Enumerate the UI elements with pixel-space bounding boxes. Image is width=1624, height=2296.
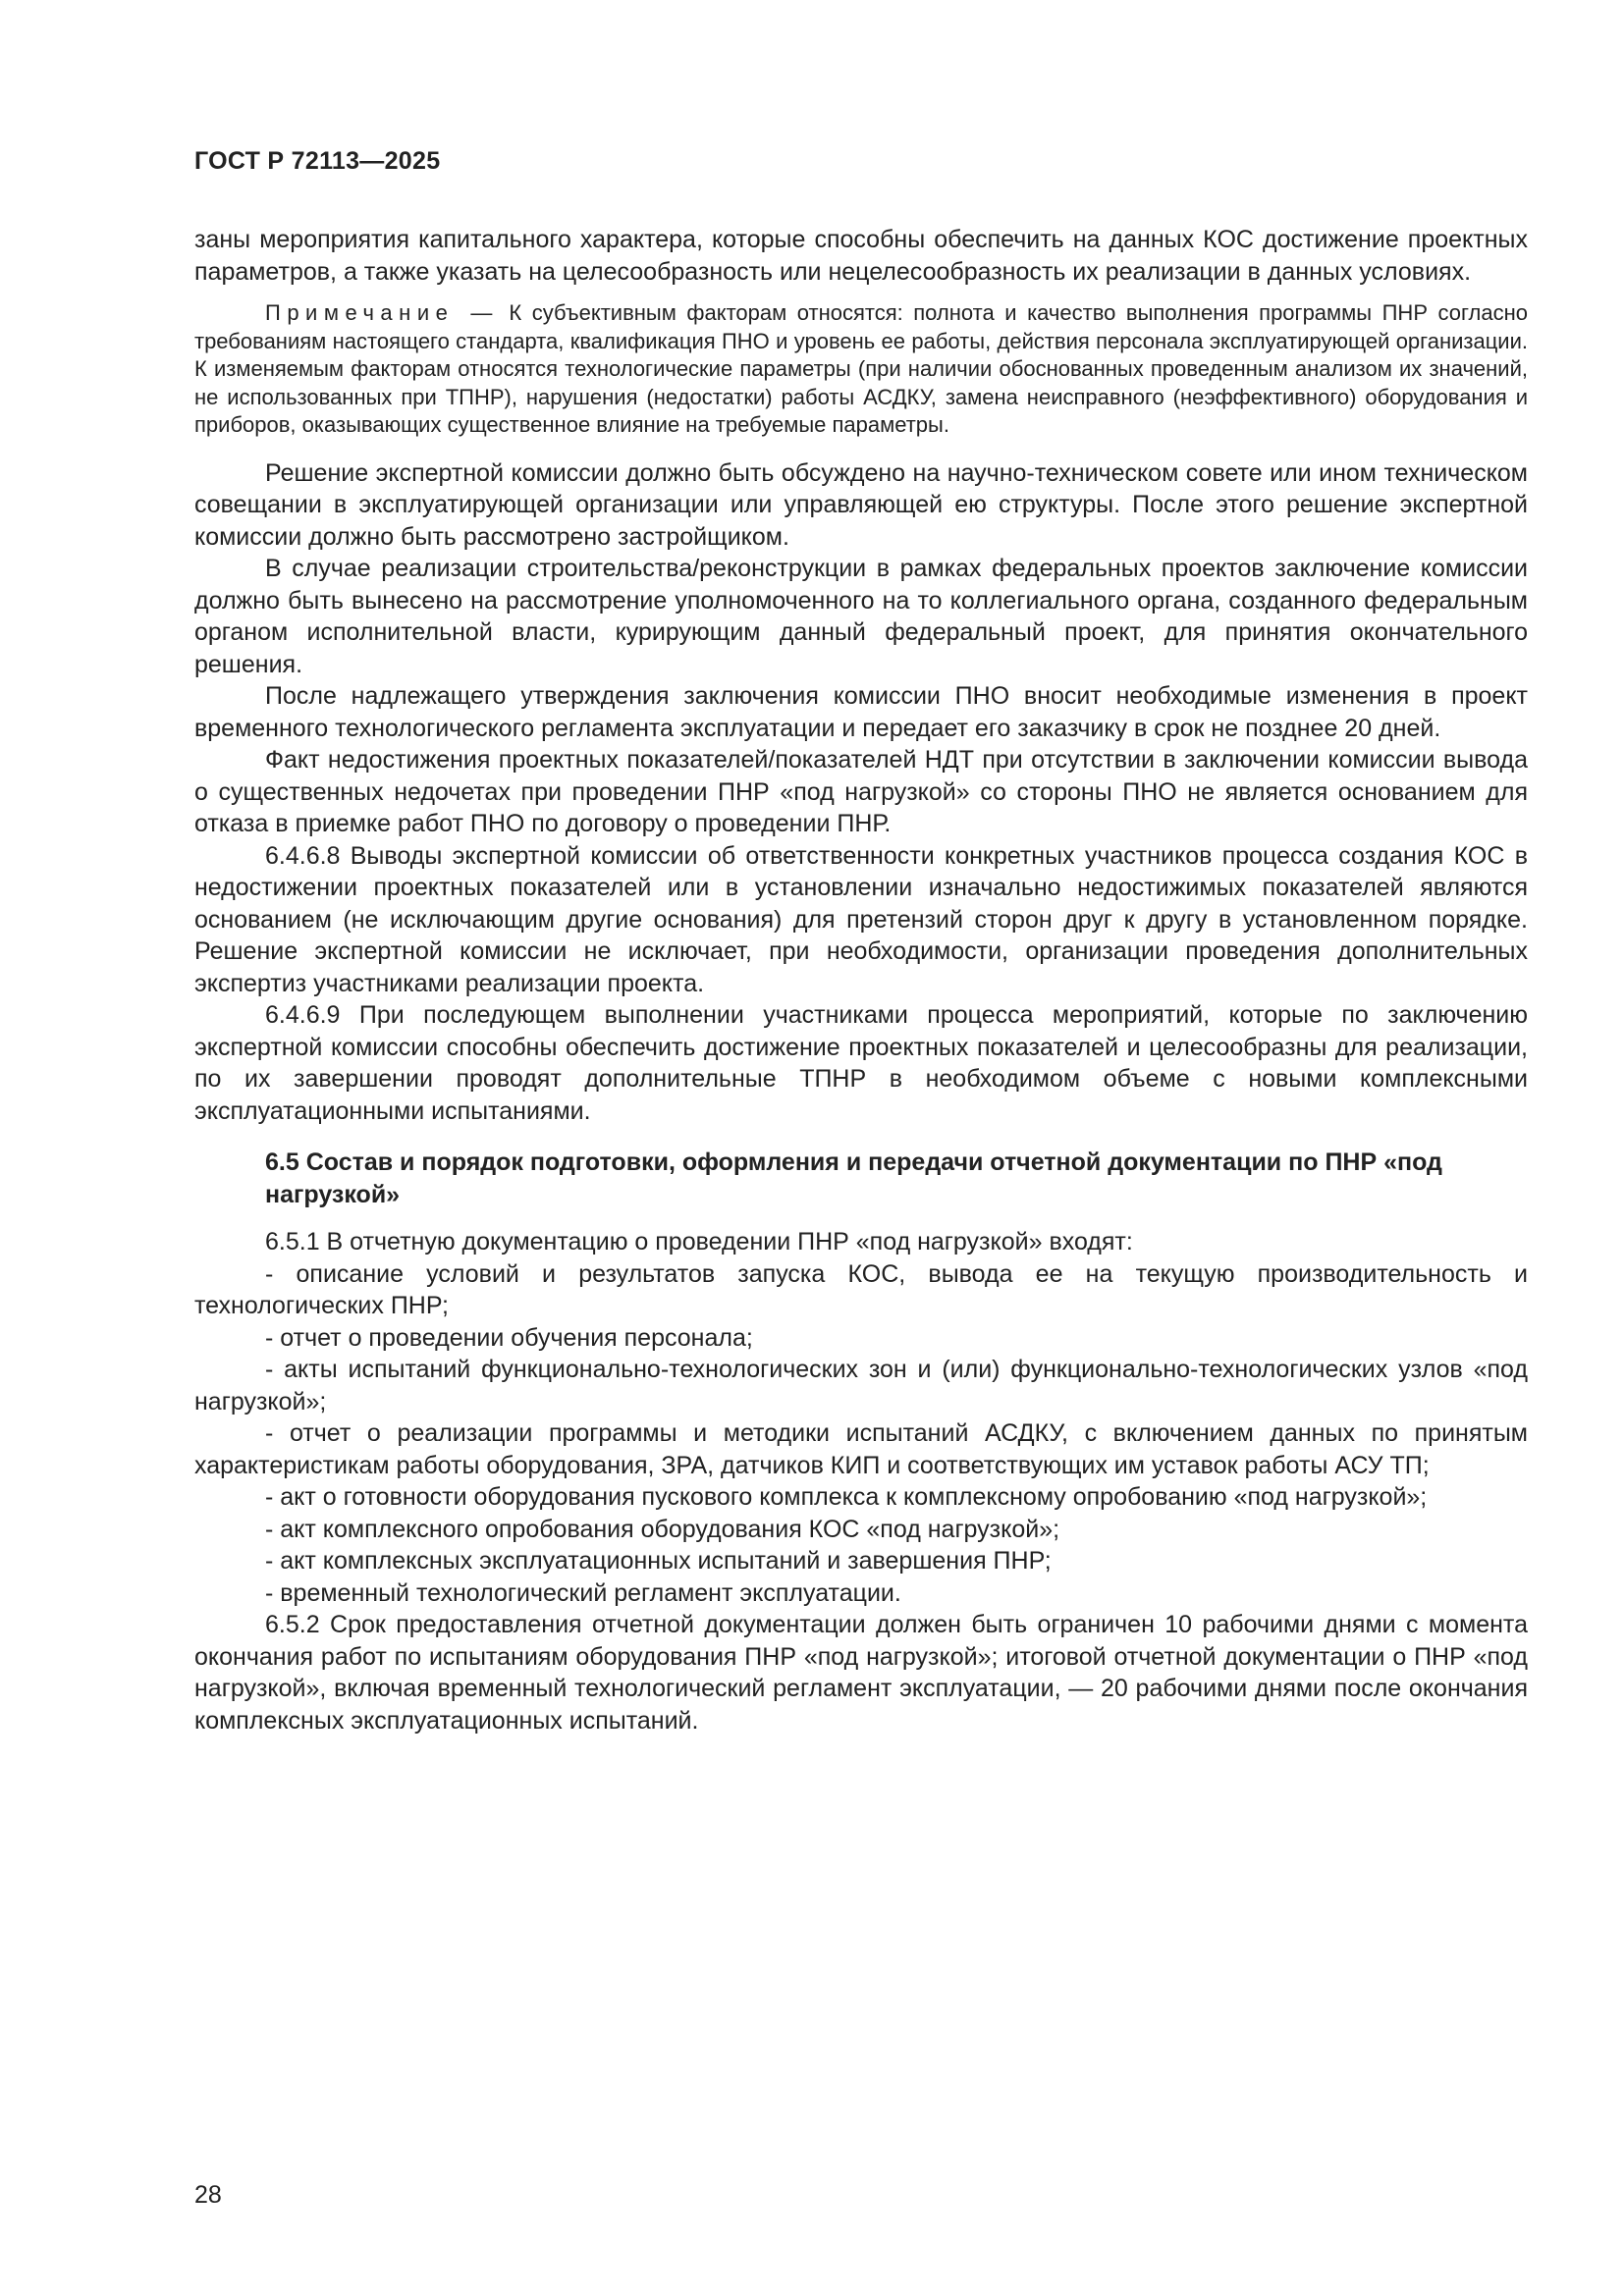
page-number: 28 [194,2181,222,2209]
section-heading-6-5: 6.5 Состав и порядок подготовки, оформления и передачи отчетной документации по ПНР «под нагрузкой» [265,1148,1442,1208]
list-item: - акт комплексного опробования оборудования КОС «под нагрузкой»; [265,1515,1060,1543]
paragraph-continuation: заны мероприятия капитального характера, которые способны обеспечить на данных КОС достижение проектных параметров, а также указать на целесообразность или нецелесообразность их реализации в данных условиях. [194,226,1528,286]
clause-6-4-6-8: 6.4.6.8 Выводы экспертной комиссии об ответственности конкретных участников процесса создания КОС в недостижении проектных показателей или в установлении изначально недостижимых показателей являются основанием (не исключающим другие основания) для претензий сторон друг к другу в установленном порядке. Решение экспертной комиссии не исключает, при необходимости, организации проведения дополнительных экспертиз участниками реализации проекта. [194,841,1528,997]
document-header: ГОСТ Р 72113—2025 [194,147,441,175]
note [194,299,1528,440]
paragraph: Решение экспертной комиссии должно быть обсуждено на научно-техническом совете или ином техническом совещании в эксплуатирующей организации или управляющей ею структуры. После этого решение экспертной комиссии должно быть рассмотрено застройщиком. [194,458,1528,551]
paragraph: В случае реализации строительства/реконструкции в рамках федеральных проектов заключение комиссии должно быть вынесено на рассмотрение уполномоченного на то коллегиального органа, созданного федеральным органом исполнительной власти, курирующим данный федеральный проект, для принятия окончательного решения. [194,555,1528,678]
clause-6-4-6-9: 6.4.6.9 При последующем выполнении участниками процесса мероприятий, которые по заключению экспертной комиссии способны обеспечить достижение проектных показателей и целесообразны для реализации, по их завершении проводят дополнительные ТПНР в необходимом объеме с новыми комплексными эксплуатационными испытаниями. [194,1001,1528,1125]
note-text: К субъективным факторам относятся: полнота и качество выполнения программы ПНР согласно требованиям настоящего стандарта, квалификация ПНО и уровень ее работы, действия персонала эксплуатирующей организации. К изменяемым факторам относятся технологические параметры (при наличии обоснованных проведенным анализом их значений, не использованных при ТПНР), нарушения (недостатки) работы АСДКУ, замена неисправного (неэффективного) оборудования и приборов, оказывающих существенное влияние на требуемые параметры. [194,300,1529,437]
paragraph: Факт недостижения проектных показателей/показателей НДТ при отсутствии в заключении комиссии вывода о существенных недочетах при проведении ПНР «под нагрузкой» со стороны ПНО не является основанием для отказа в приемке работ ПНО по договору о проведении ПНР. [194,746,1528,837]
list-item: - отчет о реализации программы и методики испытаний АСДКУ, с включением данных по принятым характеристикам работы оборудования, ЗРА, датчиков КИП и соответствующих им уставок работы АСУ ТП; [194,1419,1528,1479]
clause-6-5-2: 6.5.2 Срок предоставления отчетной документации должен быть ограничен 10 рабочими днями с момента окончания работ по испытаниям оборудования ПНР «под нагрузкой»; итоговой отчетной документации о ПНР «под нагрузкой», включая временный технологический регламент эксплуатации, — 20 рабочими днями после окончания комплексных эксплуатационных испытаний. [194,1611,1528,1735]
list-item: - временный технологический регламент эксплуатации. [265,1578,901,1607]
list-item: - акт комплексных эксплуатационных испытаний и завершения ПНР; [265,1547,1052,1575]
list-item: - акт о готовности оборудования пускового комплекса к комплексному опробованию «под нагрузкой»; [265,1483,1428,1511]
paragraph: После надлежащего утверждения заключения комиссии ПНО вносит необходимые изменения в проект временного технологического регламента эксплуатации и передает его заказчику в срок не позднее 20 дней. [194,682,1528,742]
list-item: - отчет о проведении обучения персонала; [265,1323,753,1352]
list-item: - описание условий и результатов запуска КОС, вывода ее на текущую производительность и технологических ПНР; [194,1259,1528,1319]
clause-6-5-1: 6.5.1 В отчетную документацию о проведении ПНР «под нагрузкой» входят: [265,1228,1133,1255]
note-label: Примечание — [265,300,499,325]
document-body [194,224,1528,1736]
list-item: - акты испытаний функционально-технологических зон и (или) функционально-технологических узлов «под нагрузкой»; [194,1356,1528,1415]
